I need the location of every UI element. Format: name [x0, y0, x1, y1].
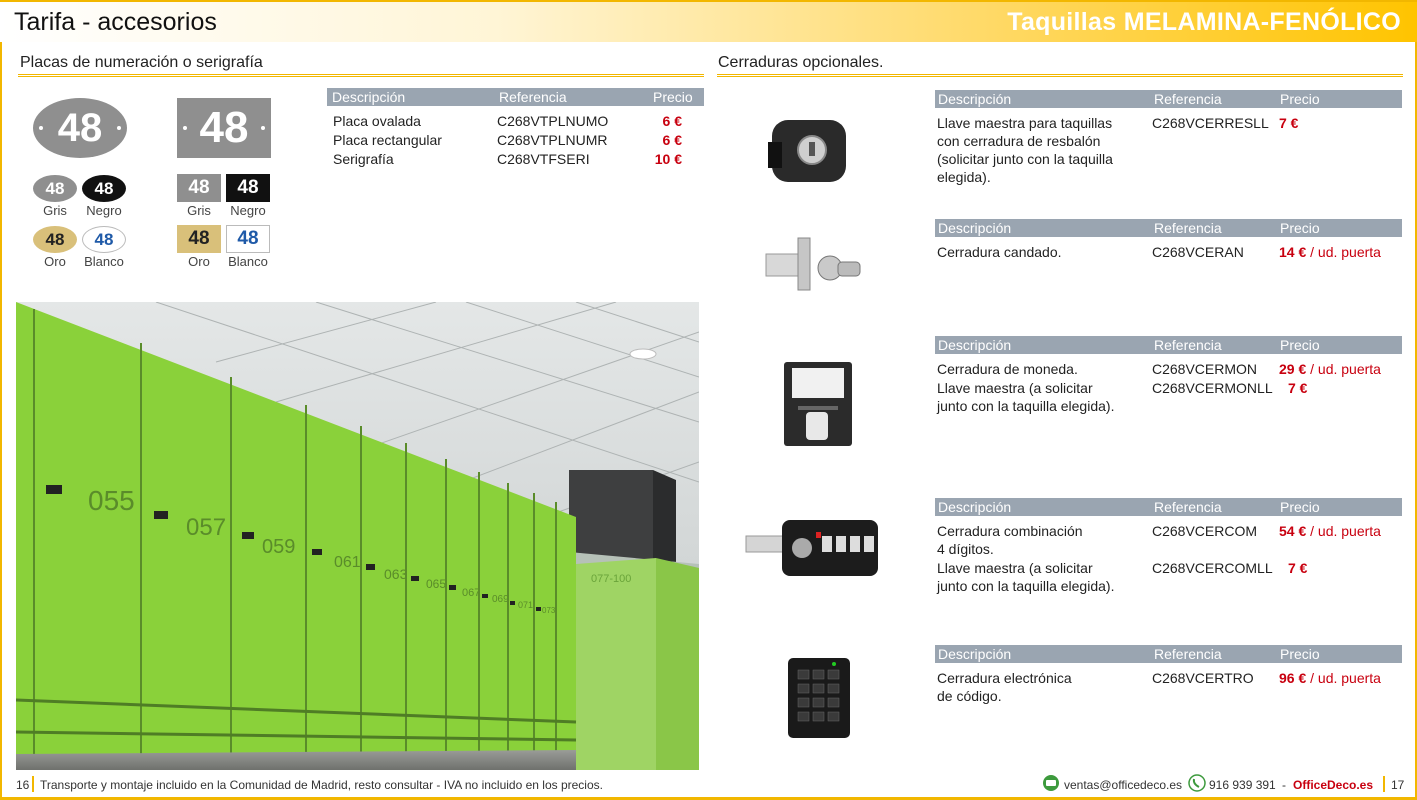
col-header-referencia: Referencia	[1154, 337, 1222, 353]
swatch-label-negro: Negro	[230, 203, 266, 218]
lock-row-ref: C268VCERRESLL	[1152, 115, 1269, 131]
combination-lock-image	[744, 512, 880, 582]
electronic-lock-image	[786, 656, 852, 740]
locker-number: 055	[88, 485, 135, 516]
locker-number: 061	[334, 554, 361, 571]
locker-number: 059	[262, 536, 296, 558]
lock-desc-line: Llave maestra (a solicitar	[937, 560, 1093, 576]
slide-lock-image	[766, 112, 856, 192]
plate-row-price: 6 €	[662, 132, 682, 148]
locker-number: 065	[426, 577, 447, 591]
section-underline	[717, 74, 1403, 77]
lock-desc-line: 4 dígitos.	[937, 541, 994, 557]
lock-table-header	[935, 498, 1402, 516]
footer-note: Transporte y montaje incluido en la Comunidad de Madrid, resto consultar - IVA no incluido en los precios.	[40, 778, 603, 792]
col-header-precio: Precio	[1280, 499, 1320, 515]
phone-icon	[1188, 774, 1206, 795]
col-header-precio: Precio	[1280, 646, 1320, 662]
swatch-label-blanco: Blanco	[84, 254, 124, 269]
page-number-right: 17	[1391, 778, 1405, 792]
plate-row-price: 6 €	[662, 113, 682, 129]
price-unit: / ud. puerta	[1310, 244, 1381, 260]
lock-row-ref: C268VCERCOMLL	[1152, 560, 1273, 576]
lock-table-header	[935, 90, 1402, 108]
footer-dash: -	[1282, 778, 1286, 792]
col-header-descripcion: Descripción	[938, 91, 1012, 107]
price-unit: / ud. puerta	[1310, 523, 1381, 539]
lock-desc-line: Cerradura candado.	[937, 244, 1062, 260]
lock-row-price: 7 €	[1288, 560, 1308, 576]
footer-brand-link[interactable]: OfficeDeco.es	[1293, 778, 1374, 792]
page-footer	[0, 774, 1417, 796]
plate-row-desc: Placa rectangular	[333, 132, 442, 148]
price-unit: / ud. puerta	[1310, 361, 1381, 377]
lock-desc-line: junto con la taquilla elegida).	[937, 398, 1115, 414]
plate-row-price: 10 €	[654, 151, 682, 167]
lock-desc-line: junto con la taquilla elegida).	[937, 578, 1115, 594]
locker-room-photo	[16, 302, 699, 770]
lock-row-desc	[937, 360, 1078, 378]
section-underline	[18, 74, 704, 77]
catalog-title: Taquillas MELAMINA-FENÓLICO	[1007, 8, 1401, 36]
lock-row-price: 7 €	[1288, 380, 1308, 396]
locks-section-title: Cerraduras opcionales.	[718, 54, 884, 71]
lock-row-ref: C268VCERAN	[1152, 244, 1244, 260]
footer-phone: 916 939 391	[1209, 778, 1276, 792]
lock-desc-line: de código.	[937, 688, 1002, 704]
page-frame-left	[0, 0, 2, 800]
oval-oro-swatch: 48	[33, 226, 77, 253]
col-header-descripcion: Descripción	[938, 646, 1012, 662]
lock-desc-line: Llave maestra para taquillas	[937, 115, 1113, 131]
lock-desc-line: (solicitar junto con la taquilla	[937, 151, 1113, 167]
rect-oro-swatch: 48	[177, 225, 221, 253]
plates-section-title: Placas de numeración o serigrafía	[20, 54, 263, 71]
lock-desc-line: Cerradura combinación	[937, 523, 1083, 539]
padlock-latch-image	[758, 228, 864, 298]
lock-row-desc	[937, 669, 1072, 705]
col-header-referencia: Referencia	[1154, 646, 1222, 662]
lock-row-desc	[937, 522, 1083, 558]
col-header-precio: Precio	[1280, 220, 1320, 236]
footer-separator	[1383, 776, 1385, 792]
footer-separator	[32, 776, 34, 792]
page-number-left: 16	[16, 778, 30, 792]
lock-desc-line: con cerradura de resbalón	[937, 133, 1101, 149]
locker-number: 073	[542, 606, 556, 615]
col-header-descripcion: Descripción	[938, 220, 1012, 236]
swatch-label-gris: Gris	[43, 203, 67, 218]
locker-number: 067	[462, 587, 481, 599]
page-title: Tarifa - accesorios	[14, 8, 217, 36]
locker-number: 069	[492, 594, 509, 605]
rect-plate-sample: 48	[177, 98, 271, 158]
footer-email[interactable]: ventas@officedeco.es	[1064, 778, 1183, 792]
rect-gris-swatch: 48	[177, 174, 221, 202]
price-unit: / ud. puerta	[1310, 670, 1381, 686]
col-header-descripcion: Descripción	[332, 89, 406, 105]
col-header-descripcion: Descripción	[938, 499, 1012, 515]
locker-number: 071	[518, 600, 534, 610]
lock-row-price: 14 € / ud. puerta	[1279, 244, 1381, 260]
swatch-label-gris: Gris	[187, 203, 211, 218]
swatch-label-oro: Oro	[188, 254, 210, 269]
page-header	[0, 0, 1417, 42]
rect-blanco-swatch: 48	[226, 225, 270, 253]
plate-row-ref: C268VTFSERI	[497, 151, 590, 167]
lock-desc-line: Cerradura de moneda.	[937, 361, 1078, 377]
svg-text:077-100: 077-100	[591, 573, 632, 585]
lock-row-desc	[937, 379, 1114, 415]
plate-row-ref: C268VTPLNUMO	[497, 113, 609, 129]
swatch-label-oro: Oro	[44, 254, 66, 269]
oval-plate-sample: 48	[33, 98, 127, 158]
rect-negro-swatch: 48	[226, 174, 270, 202]
col-header-referencia: Referencia	[1154, 220, 1222, 236]
plate-row-desc: Placa ovalada	[333, 113, 421, 129]
lock-row-desc	[937, 114, 1113, 186]
plate-row-ref: C268VTPLNUMR	[497, 132, 608, 148]
locker-number: 057	[186, 514, 227, 541]
col-header-precio: Precio	[653, 89, 693, 105]
col-header-precio: Precio	[1280, 337, 1320, 353]
lock-table-header	[935, 645, 1402, 663]
lock-row-price: 96 € / ud. puerta	[1279, 670, 1381, 686]
col-header-referencia: Referencia	[499, 89, 567, 105]
lock-row-desc	[937, 243, 1062, 261]
plates-table-header	[327, 88, 704, 106]
oval-negro-swatch: 48	[82, 175, 126, 202]
lock-desc-line: elegida).	[937, 169, 991, 185]
lock-row-ref: C268VCERMON	[1152, 361, 1258, 377]
oval-gris-swatch: 48	[33, 175, 77, 202]
lock-row-price: 7 €	[1279, 115, 1299, 131]
lock-row-ref: C268VCERMONLL	[1152, 380, 1273, 396]
plate-row-desc: Serigrafía	[333, 151, 394, 167]
lock-desc-line: Llave maestra (a solicitar	[937, 380, 1093, 396]
lock-row-ref: C268VCERTRO	[1152, 670, 1254, 686]
lock-desc-line: Cerradura electrónica	[937, 670, 1072, 686]
col-header-referencia: Referencia	[1154, 499, 1222, 515]
locker-number: 063	[384, 566, 408, 582]
swatch-label-blanco: Blanco	[228, 254, 268, 269]
col-header-precio: Precio	[1280, 91, 1320, 107]
lock-table-header	[935, 219, 1402, 237]
lock-row-desc	[937, 559, 1114, 595]
col-header-descripcion: Descripción	[938, 337, 1012, 353]
phone-email-icon	[1042, 774, 1060, 795]
col-header-referencia: Referencia	[1154, 91, 1222, 107]
coin-lock-image	[782, 360, 854, 448]
lock-row-price: 54 € / ud. puerta	[1279, 523, 1381, 539]
lock-table-header	[935, 336, 1402, 354]
oval-blanco-swatch: 48	[82, 226, 126, 253]
swatch-label-negro: Negro	[86, 203, 122, 218]
lock-row-price: 29 € / ud. puerta	[1279, 361, 1381, 377]
lock-row-ref: C268VCERCOM	[1152, 523, 1258, 539]
